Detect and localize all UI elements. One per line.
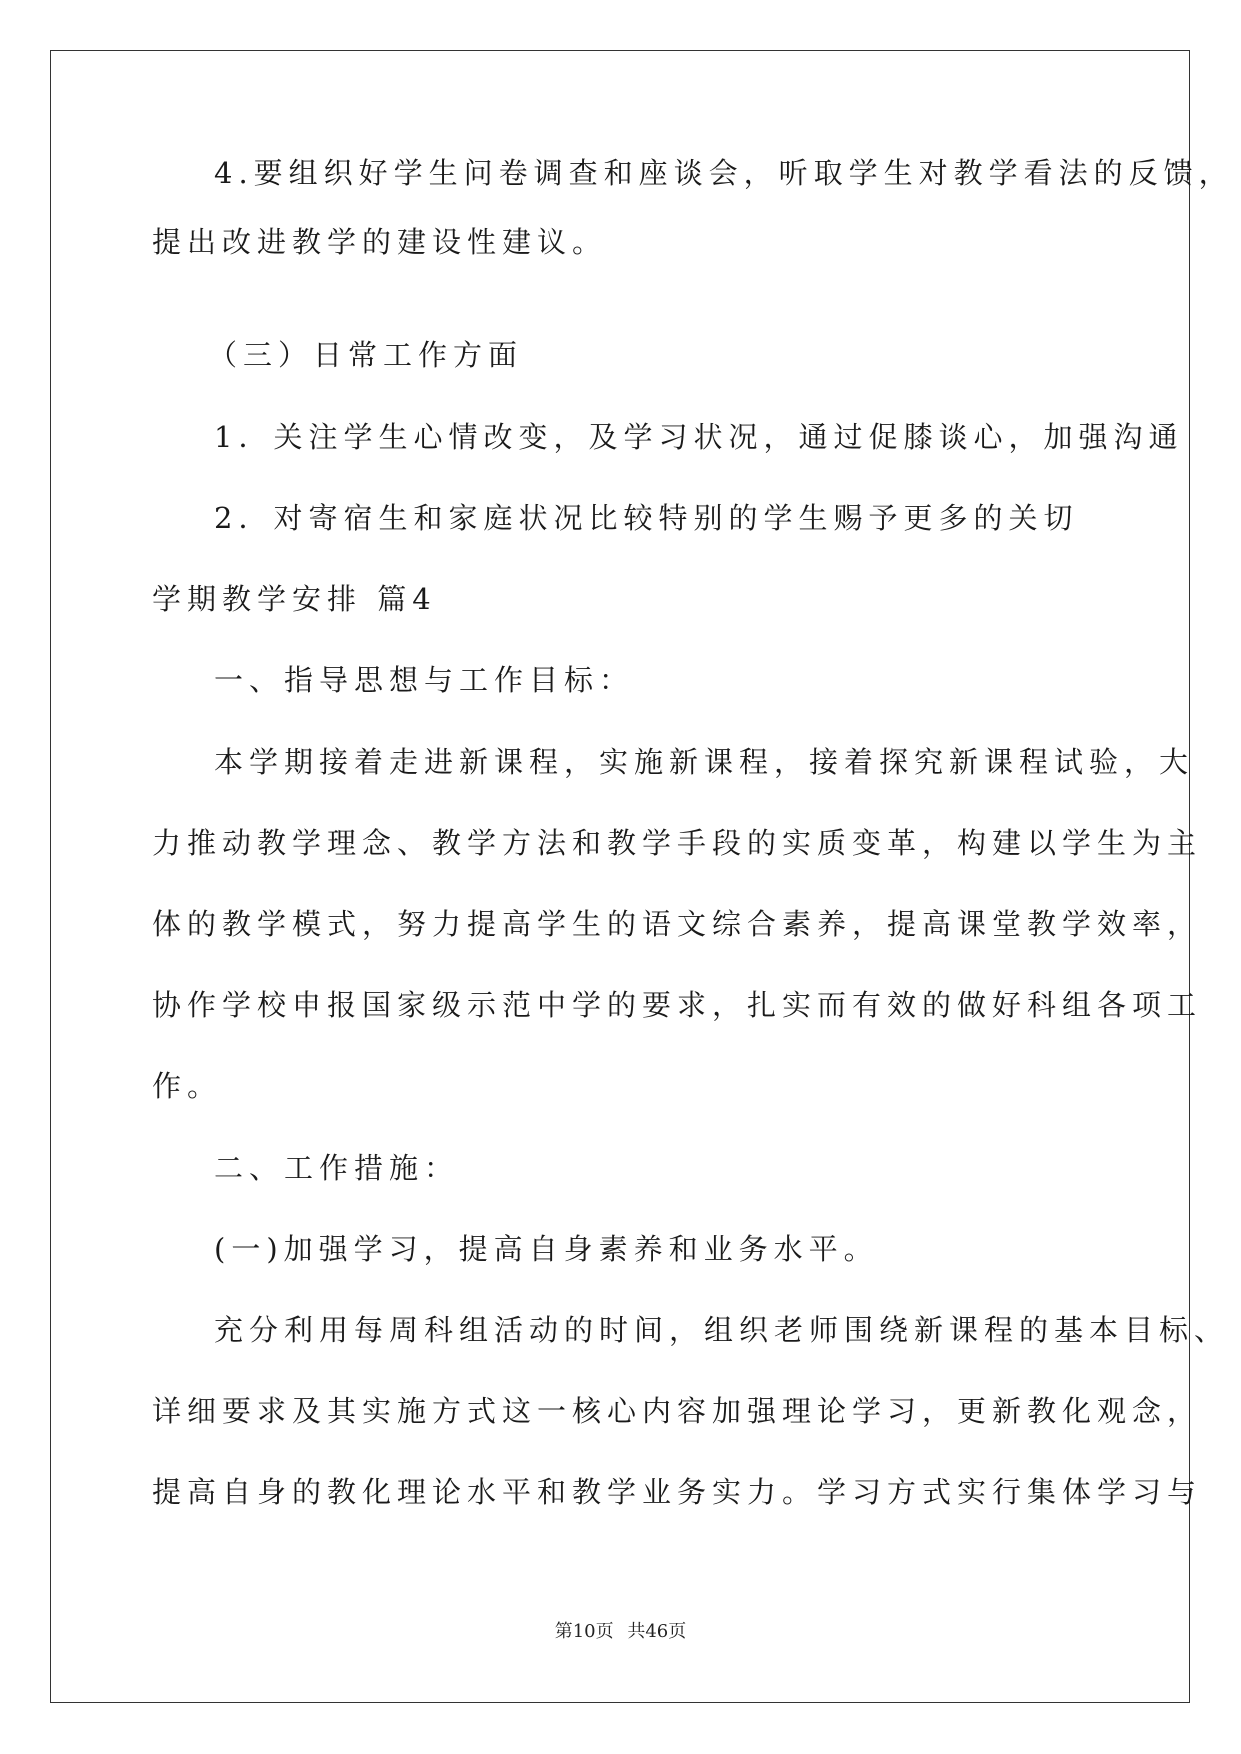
list-item: 1．关注学生心情改变，及学习状况，通过促膝谈心，加强沟通	[214, 420, 1184, 454]
subsection-heading: (一)加强学习，提高自身素养和业务水平。	[214, 1232, 879, 1266]
page-number: 第10页	[554, 1621, 614, 1642]
section-heading: （三）日常工作方面	[208, 338, 524, 372]
paragraph-line: 体的教学模式，努力提高学生的语文综合素养，提高课堂教学效率，	[152, 907, 1203, 941]
paragraph-line: 充分利用每周科组活动的时间，组织老师围绕新课程的基本目标、	[214, 1313, 1230, 1347]
paragraph-line: 4.要组织好学生问卷调查和座谈会，听取学生对教学看法的反馈，	[214, 156, 1234, 190]
paragraph-line: 详细要求及其实施方式这一核心内容加强理论学习，更新教化观念，	[152, 1394, 1203, 1428]
paragraph-line: 提高自身的教化理论水平和教学业务实力。学习方式实行集体学习与	[152, 1475, 1203, 1509]
chapter-title: 学期教学安排 篇4	[152, 582, 437, 616]
total-pages: 共46页	[627, 1621, 687, 1642]
paragraph-line: 本学期接着走进新课程，实施新课程，接着探究新课程试验，大	[214, 745, 1195, 779]
paragraph-line: 力推动教学理念、教学方法和教学手段的实质变革，构建以学生为主	[152, 826, 1203, 860]
page-border	[50, 50, 1190, 1703]
list-item: 2．对寄宿生和家庭状况比较特别的学生赐予更多的关切	[214, 501, 1079, 535]
section-heading: 一、指导思想与工作目标：	[214, 663, 635, 697]
page-footer	[0, 1617, 1241, 1643]
section-heading: 二、工作措施：	[214, 1151, 460, 1185]
paragraph-line: 作。	[152, 1069, 223, 1103]
paragraph-line: 协作学校申报国家级示范中学的要求，扎实而有效的做好科组各项工	[152, 988, 1203, 1022]
paragraph-line: 提出改进教学的建设性建议。	[152, 225, 608, 259]
